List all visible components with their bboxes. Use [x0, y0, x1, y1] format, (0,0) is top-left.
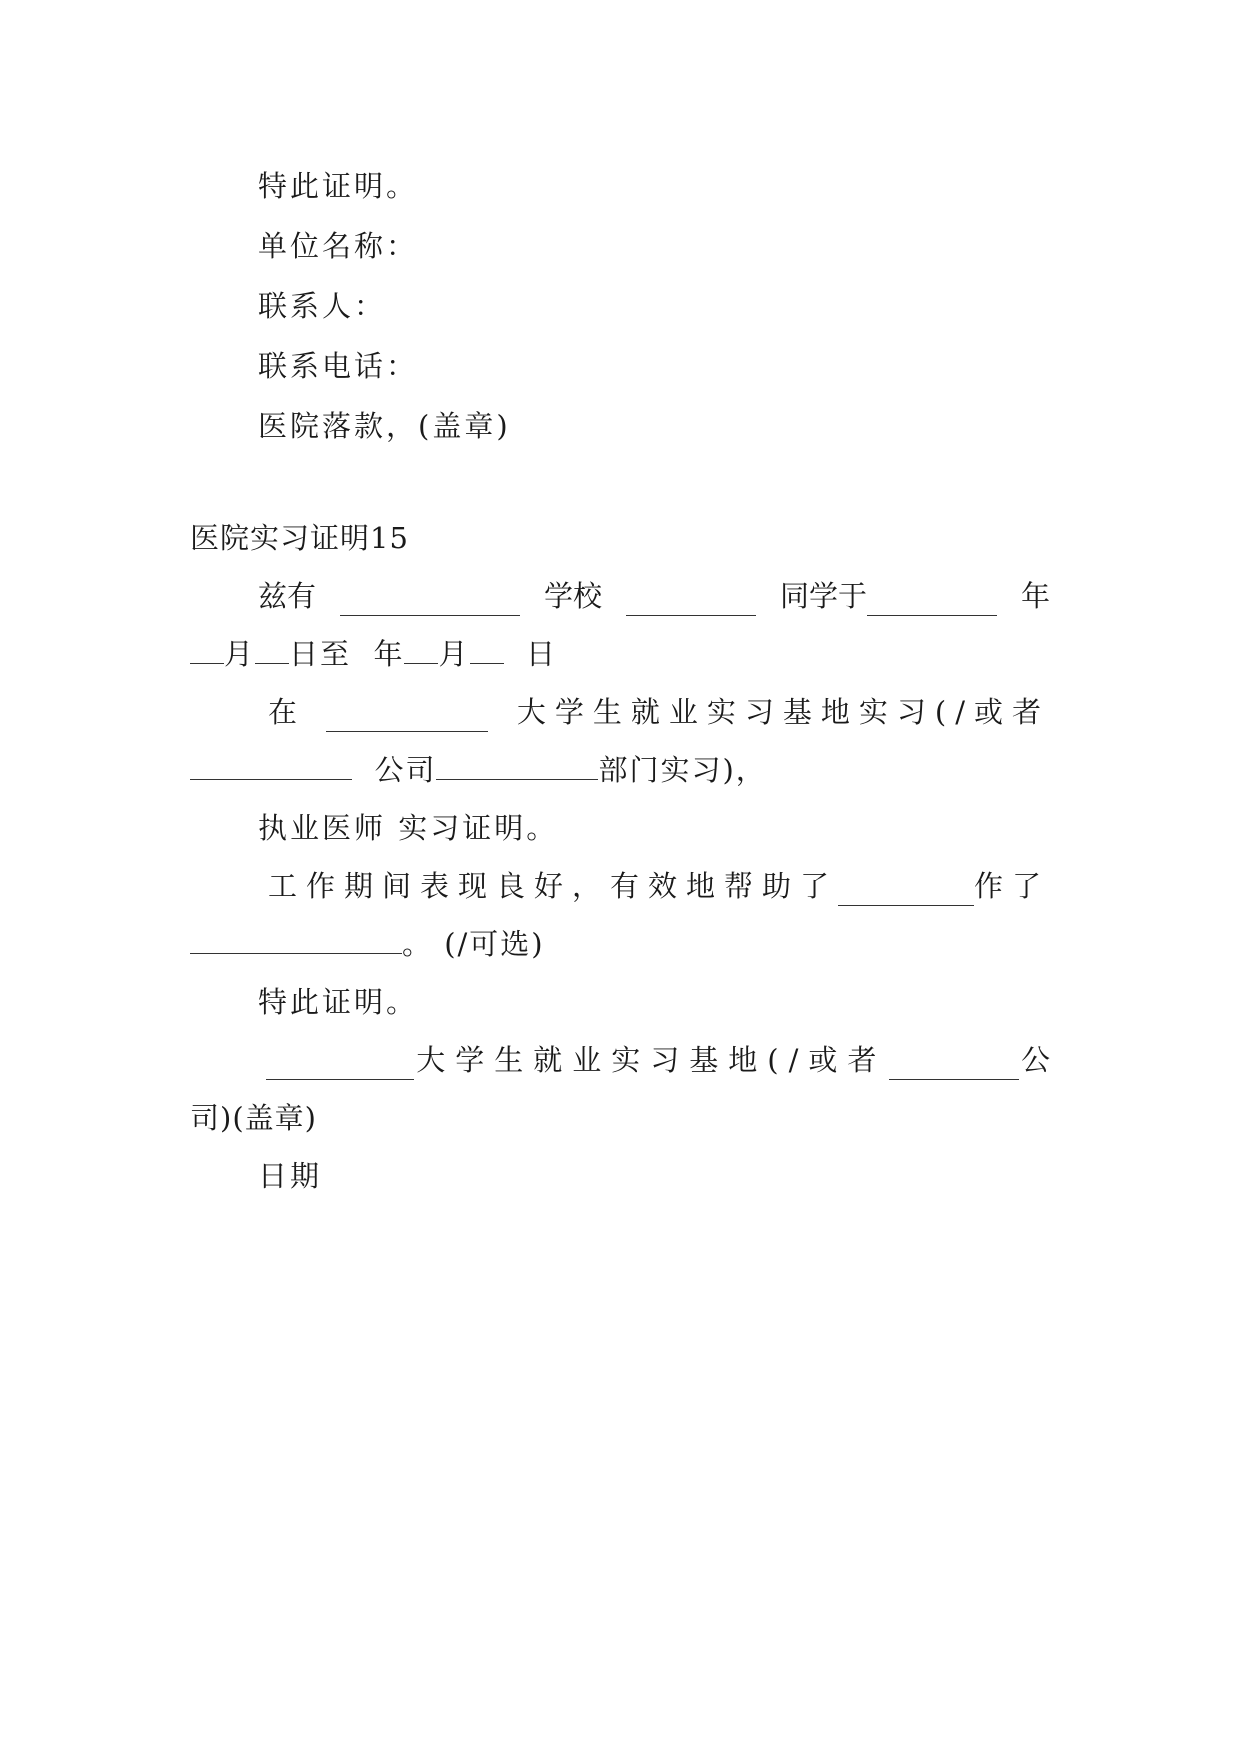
text-optional: 。 (/可选): [402, 927, 545, 961]
date-label: 日期: [258, 1159, 323, 1193]
text-gong: 公: [1020, 1043, 1050, 1077]
paragraph-1-line-2: [190, 634, 557, 674]
paragraph-2-line-1: [268, 692, 1050, 732]
certify-text: 特此证明。: [258, 985, 419, 1019]
blank-field: [190, 753, 352, 780]
unit-name-label: 单位名称：: [258, 229, 419, 263]
paragraph-4-line-1: [268, 866, 1050, 906]
text-ziyou: 兹有: [258, 579, 317, 613]
text-student-group: [780, 576, 997, 616]
paragraph-5-line-2: 司)(盖章): [190, 1101, 317, 1135]
text-month: 月: [224, 637, 256, 671]
text-day-to: 日至: [289, 637, 352, 671]
text-day: 日: [525, 637, 557, 671]
blank-field: [867, 589, 997, 616]
paragraph-5-line-1: [266, 1040, 1050, 1080]
paragraph-3: 执业医师 实习证明。: [258, 811, 559, 845]
text-year: 年: [373, 637, 405, 671]
blank-field: [838, 879, 974, 906]
phone-label: 联系电话：: [258, 349, 419, 383]
contact-label: 联系人：: [258, 289, 387, 323]
paragraph-4-line-2: [190, 924, 545, 964]
blank-field: [436, 753, 598, 780]
certify-text: 特此证明。: [258, 169, 419, 203]
blank-field: [889, 1053, 1019, 1080]
text-base-internship: 大学生就业实习基地实习(/或者: [516, 695, 1050, 729]
paragraph-2-line-2: [190, 750, 767, 790]
blank-field: [266, 1053, 414, 1080]
paragraph-1-line-1: [258, 576, 1050, 616]
text-zai: 在: [268, 695, 298, 729]
text-school: 学校: [543, 579, 602, 613]
text-year: 年: [1020, 579, 1050, 613]
text-did: 作了: [973, 869, 1050, 903]
text-performance: 工作期间表现良好，有效地帮助了: [268, 869, 839, 903]
text-department: 部门实习)，: [598, 753, 767, 787]
blank-field: [190, 637, 224, 664]
blank-field: [404, 637, 438, 664]
blank-field: [326, 705, 488, 732]
blank-field: [255, 637, 289, 664]
text-month: 月: [438, 637, 470, 671]
hospital-signature: 医院落款，(盖章): [258, 409, 511, 443]
blank-field: [190, 927, 402, 954]
section-heading: 医院实习证明15: [190, 521, 409, 555]
text-student: 同学于: [779, 579, 867, 613]
text-base-or: 大学生就业实习基地(/或者: [416, 1043, 887, 1077]
blank-field: [626, 589, 756, 616]
text-company: 公司: [374, 753, 437, 787]
blank-field: [470, 637, 504, 664]
blank-field: [340, 589, 520, 616]
